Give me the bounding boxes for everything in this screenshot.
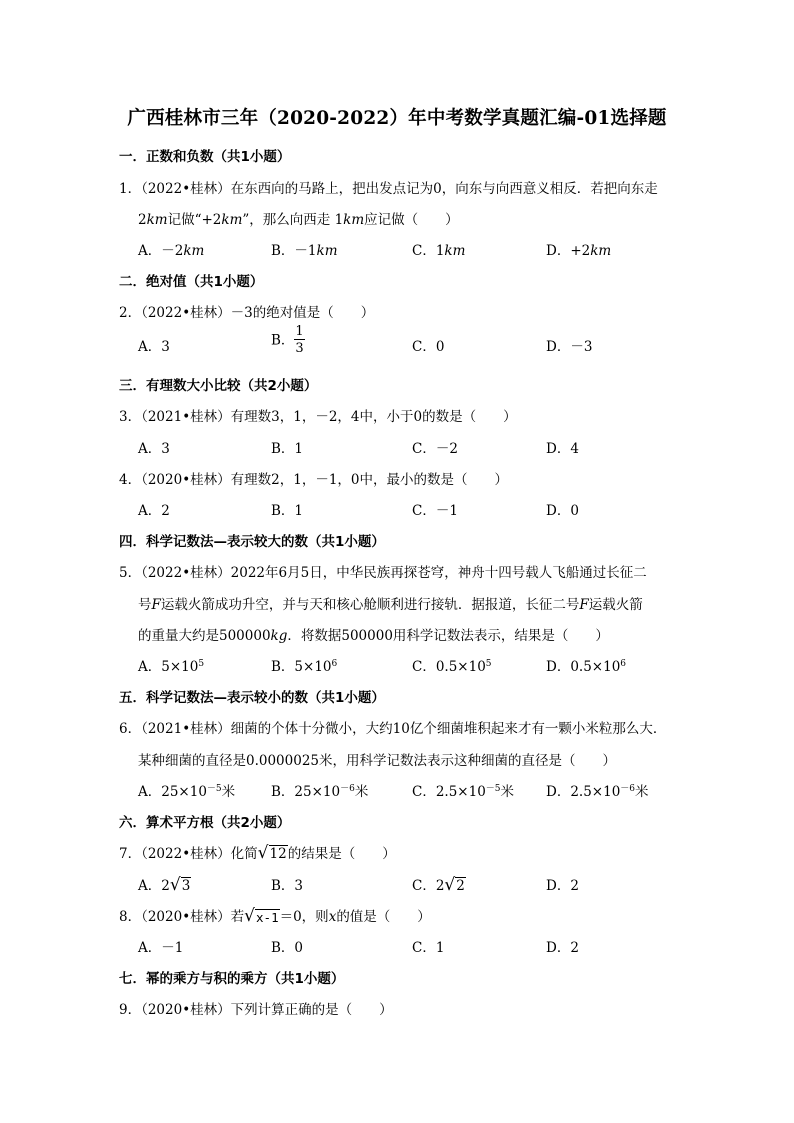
option-d: D．2 bbox=[546, 878, 579, 894]
option-d: D．$2.5\times 10^{-6}$米 bbox=[546, 784, 649, 800]
question-1-line-1: 1．（2022•桂林）在东西向的马路上，把出发点记为0，向东与向西意义相反．若把向东走 bbox=[119, 181, 658, 197]
fraction: $\frac{1}{3}$ bbox=[295, 324, 304, 356]
option-c: C．$0.5\times 10^5$ bbox=[412, 659, 492, 675]
option-a: A．$5\times 10^5$ bbox=[138, 659, 205, 675]
option-b: B．3 bbox=[271, 878, 304, 894]
sqrt-expression: √ x-1 bbox=[244, 906, 279, 926]
option-d: D．4 bbox=[546, 441, 579, 457]
sqrt-expression: √ 12 bbox=[257, 843, 287, 863]
question-2-line-1: 2．（2022•桂林）－3的绝对值是（ ） bbox=[119, 305, 375, 321]
question-5-line-3: 的重量大约是500000kg．将数据500000用科学记数法表示，结果是（ ） bbox=[138, 628, 609, 644]
option-a: A．3 bbox=[138, 339, 170, 355]
option-b: B． $\frac{1}{3}$ bbox=[271, 324, 304, 356]
option-d: D．+2km bbox=[546, 243, 612, 259]
section-heading-7: 七．幂的乘方与积的乘方（共1小题） bbox=[119, 971, 345, 987]
option-c: C．－1 bbox=[412, 503, 458, 519]
option-c: C．1km bbox=[412, 243, 466, 259]
section-heading-1: 一．正数和负数（共1小题） bbox=[119, 149, 291, 165]
question-3-line-1: 3．（2021•桂林）有理数3，1，－2，4中，小于0的数是（ ） bbox=[119, 409, 517, 425]
option-b: B．$25\times 10^{-6}$米 bbox=[271, 784, 369, 800]
question-4-line-1: 4．（2020•桂林）有理数2，1，－1，0中，最小的数是（ ） bbox=[119, 472, 509, 488]
option-c: C．0 bbox=[412, 339, 445, 355]
section-heading-4: 四．科学记数法—表示较大的数（共1小题） bbox=[119, 534, 385, 550]
option-a: A．－1 bbox=[138, 940, 184, 956]
option-d: D．2 bbox=[546, 940, 579, 956]
option-d: D．－3 bbox=[546, 339, 593, 355]
question-8-line-1: 8．（2020•桂林）若 √ x-1 ＝0，则x的值是（ ） bbox=[119, 906, 431, 926]
option-c: C．2 √ 2 bbox=[412, 875, 465, 895]
question-9-line-1: 9．（2020•桂林）下列计算正确的是（ ） bbox=[119, 1002, 393, 1018]
option-b: B．$5\times 10^6$ bbox=[271, 659, 338, 675]
option-c: C．－2 bbox=[412, 441, 458, 457]
option-c: C．$2.5\times 10^{-5}$米 bbox=[412, 784, 515, 800]
option-a: A．2 √ 3 bbox=[138, 875, 191, 895]
option-d: D．$0.5\times 10^6$ bbox=[546, 659, 627, 675]
option-c: C．1 bbox=[412, 940, 445, 956]
option-a: A．－2km bbox=[138, 243, 205, 259]
option-b: B．－1km bbox=[271, 243, 338, 259]
option-b: B．1 bbox=[271, 503, 304, 519]
option-a: A．2 bbox=[138, 503, 170, 519]
question-5-line-1: 5．（2022•桂林）2022年6月5日，中华民族再探苍穹，神舟十四号载人飞船通过长征二 bbox=[119, 565, 647, 581]
option-a: A．3 bbox=[138, 441, 170, 457]
question-6-line-1: 6．（2021•桂林）细菌的个体十分微小，大约10亿个细菌堆积起来才有一颗小米粒那么大． bbox=[119, 721, 667, 737]
option-d: D．0 bbox=[546, 503, 579, 519]
section-heading-5: 五．科学记数法—表示较小的数（共1小题） bbox=[119, 690, 385, 706]
section-heading-3: 三．有理数大小比较（共2小题） bbox=[119, 378, 318, 394]
page-title: 广西桂林市三年（2020-2022）年中考数学真题汇编-01选择题 bbox=[127, 108, 667, 129]
question-7-line-1: 7．（2022•桂林）化简 √ 12 的结果是（ ） bbox=[119, 843, 396, 863]
question-6-line-2: 某种细菌的直径是0.0000025米，用科学记数法表示这种细菌的直径是（ ） bbox=[138, 753, 617, 769]
question-1-line-2: 2km记做“+2km”，那么向西走 1km应记做（ ） bbox=[138, 212, 459, 228]
section-heading-6: 六．算术平方根（共2小题） bbox=[119, 815, 291, 831]
question-5-line-2: 号F运载火箭成功升空，并与天和核心舱顺利进行接轨．据报道，长征二号F运载火箭 bbox=[138, 597, 643, 613]
option-a: A．$25\times 10^{-5}$米 bbox=[138, 784, 236, 800]
option-b: B．1 bbox=[271, 441, 304, 457]
option-b: B．0 bbox=[271, 940, 304, 956]
section-heading-2: 二．绝对值（共1小题） bbox=[119, 274, 264, 290]
